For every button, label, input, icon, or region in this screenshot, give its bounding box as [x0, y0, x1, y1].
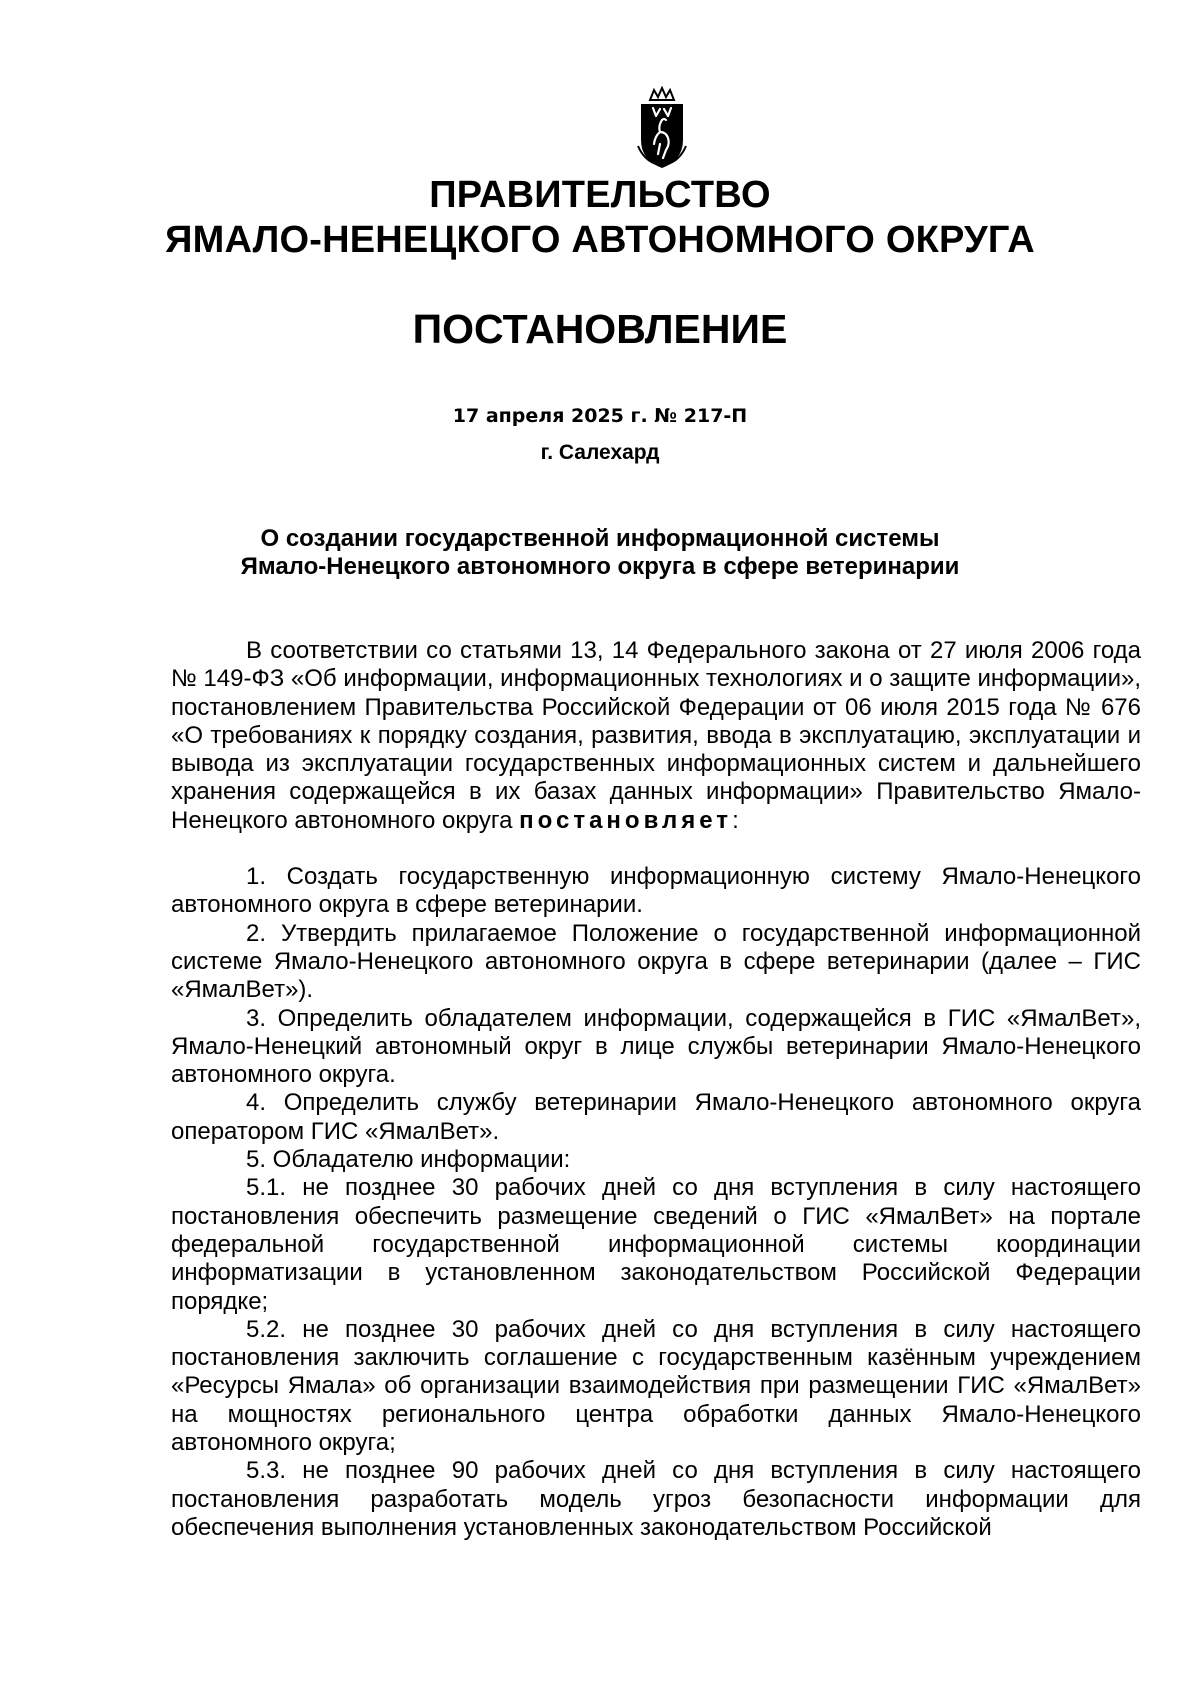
list-item: 5.3. не позднее 90 рабочих дней со дня вступления в силу настоящего постановления разработать модель угроз безопасности информации для обеспечения выполнения установленных законодательством Российской: [171, 1457, 1141, 1541]
list-item: 5.2. не позднее 30 рабочих дней со дня вступления в силу настоящего постановления заключить соглашение с государственным казённым учреждением «Ресурсы Ямала» об организации взаимодействия при размещении ГИС «ЯмалВет» на мощностях регионального центра обработки данных Ямало-Ненецкого автономного округа;: [171, 1315, 1141, 1457]
list-item: 1. Создать государственную информационную систему Ямало-Ненецкого автономного округа в сфере ветеринарии.: [171, 863, 1141, 919]
city-line: г. Салехард: [540, 441, 660, 464]
preamble-paragraph: [171, 637, 1141, 835]
preamble-tail: :: [732, 806, 739, 834]
coat-of-arms-icon: [636, 86, 688, 170]
date-number-line: 17 апреля 2025 г. № 217-П: [452, 405, 748, 427]
document-body: [171, 637, 1141, 1542]
list-item: 4. Определить службу ветеринарии Ямало-Ненецкого автономного округа оператором ГИС «ЯмалВет».: [171, 1089, 1141, 1145]
subject-title-line2: Ямало-Ненецкого автономного округа в сфере ветеринарии: [240, 553, 960, 580]
subject-title-line1: О создании государственной информационной системы: [260, 525, 940, 552]
preamble-keyword: постановляет: [519, 806, 733, 834]
government-title-line1: ПРАВИТЕЛЬСТВО: [429, 174, 771, 216]
list-item: 2. Утвердить прилагаемое Положение о государственной информационной системе Ямало-Ненецкого автономного округа в сфере ветеринарии (далее – ГИС «ЯмалВет»).: [171, 919, 1141, 1004]
list-item: 5.1. не позднее 30 рабочих дней со дня вступления в силу настоящего постановления обеспечить размещение сведений о ГИС «ЯмалВет» на портале федеральной государственной информационной системы координации информатизации в установленном законодательством Российской Федерации порядке;: [171, 1174, 1141, 1315]
government-title-line2: ЯМАЛО-НЕНЕЦКОГО АВТОНОМНОГО ОКРУГА: [165, 219, 1035, 261]
list-item: 5. Обладателю информации:: [246, 1146, 571, 1174]
document-type-heading: ПОСТАНОВЛЕНИЕ: [412, 306, 788, 352]
preamble-text: В соответствии со статьями 13, 14 Федерального закона от 27 июля 2006 года № 149-ФЗ «Об информации, информационных технологиях и о защите информации», постановлением Правительства Российской Федерации от 06 июля 2015 года № 676 «О требованиях к порядку создания, развития, ввода в эксплуатацию, эксплуатации и вывода из эксплуатации государственных информационных систем и дальнейшего хранения содержащейся в их базах данных информации» Правительство Ямало-Ненецкого автономного округа: [171, 637, 1141, 834]
list-item: 3. Определить обладателем информации, содержащейся в ГИС «ЯмалВет», Ямало-Ненецкий автономный округ в лице службы ветеринарии Ямало-Ненецкого автономного округа.: [171, 1004, 1141, 1089]
